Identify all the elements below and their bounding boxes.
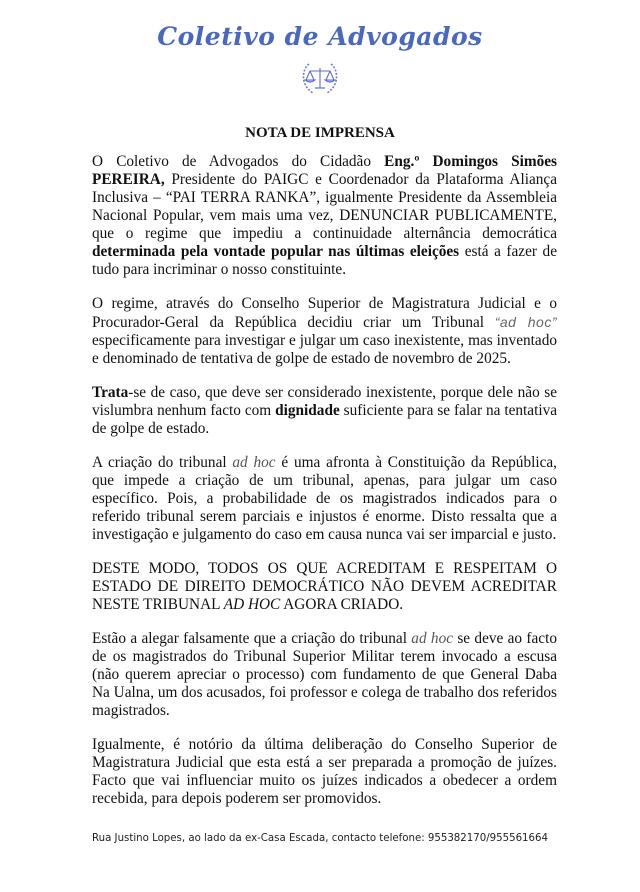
p4-text: A criação do tribunal — [92, 454, 233, 471]
footer-contact: Rua Justino Lopes, ao lado da ex-Casa Escada, contacto telefone: 955382170/955561664 — [92, 833, 548, 844]
page-title: NOTA DE IMPRENSA — [245, 125, 395, 141]
p3-bold-start: Trata — [92, 384, 129, 401]
p1-bold-name: Eng.º Domingos Simões PEREIRA, — [92, 153, 557, 188]
p3-bold-word: dignidade — [275, 402, 340, 419]
p5-text: DESTE MODO, TODOS OS QUE ACREDITAM E RESPEITAM O ESTADO DE DIREITO DEMOCRÁTICO NÃO DEVEM ACREDITAR NESTE TRIBUNAL — [92, 560, 557, 613]
paragraph-5 — [92, 560, 557, 614]
p2-text: O regime, através do Conselho Superior de Magistratura Judicial e o Procurador-Geral da República decidiu criar um Tribunal — [92, 295, 557, 331]
logo-title: Coletivo de Advogados — [157, 22, 483, 51]
p6-italic-adhoc: ad hoc — [411, 630, 454, 647]
p1-text-2: Presidente do PAIGC e Coordenador da Plataforma Aliança Inclusiva – “PAI TERRA RANKA”, igualmente Presidente da Assembleia Nacional Popular, vem mais uma vez, DENUNCIAR PUBLICAMENTE, que o regime que impediu a continuidade alternância democrática — [92, 171, 557, 242]
p1-text: O Coletivo de Advogados do Cidadão — [92, 153, 385, 170]
paragraph-3 — [92, 384, 557, 438]
p1-bold-phrase: determinada pela vontade popular nas últimas eleições — [92, 243, 460, 260]
paragraph-2 — [92, 295, 557, 368]
paragraph-4 — [92, 454, 557, 544]
p2-text-2: especificamente para investigar e julgar um caso inexistente, mas inventado e denominado de tentativa de golpe de estado de novembro de 2025. — [92, 332, 557, 367]
document-body — [92, 153, 557, 824]
scales-of-justice-laurel-icon — [295, 58, 345, 98]
p3-text: -se de caso, que deve ser considerado inexistente, porque dele não se vislumbra nenhum facto com — [92, 384, 557, 419]
p5-text-2: AGORA CRIADO. — [280, 596, 404, 613]
p3-text-2: suficiente para se falar na tentativa de golpe de estado. — [92, 402, 558, 437]
paragraph-7 — [92, 736, 557, 808]
p6-text-2: se deve ao facto de os magistrados do Tribunal Superior Militar terem invocado a escusa (não querem apreciar o processo) com fundamento de que General Daba Na Ualna, um dos acusados, foi professor e colega de trabalho dos referidos magistrados. — [92, 630, 557, 719]
p4-italic-adhoc: ad hoc — [232, 454, 276, 471]
p1-text-3: está a fazer de tudo para incriminar o nosso constituinte. — [92, 243, 557, 278]
p5-italic-adhoc: AD HOC — [223, 596, 281, 613]
p2-italic-adhoc: “ad hoc” — [494, 314, 557, 330]
paragraph-6 — [92, 630, 557, 720]
paragraph-1 — [92, 153, 557, 279]
p6-text: Estão a alegar falsamente que a criação do tribunal — [92, 630, 412, 647]
p7-text: Igualmente, é notório da última deliberação do Conselho Superior de Magistratura Judicial que esta está a ser preparada a promoção de juízes. Facto que vai influenciar muito os juízes indicados a obedecer a ordem recebida, para depois poderem ser promovidos. — [92, 736, 557, 807]
p4-text-2: é uma afronta à Constituição da República, que impede a criação de um tribunal, apenas, para julgar um caso específico. Pois, a probabilidade de os magistrados indicados para o referido tribunal serem parciais e injustos é enorme. Disto ressalta que a investigação e julgamento do caso em causa nunca vai ser imparcial e justo. — [92, 454, 557, 543]
